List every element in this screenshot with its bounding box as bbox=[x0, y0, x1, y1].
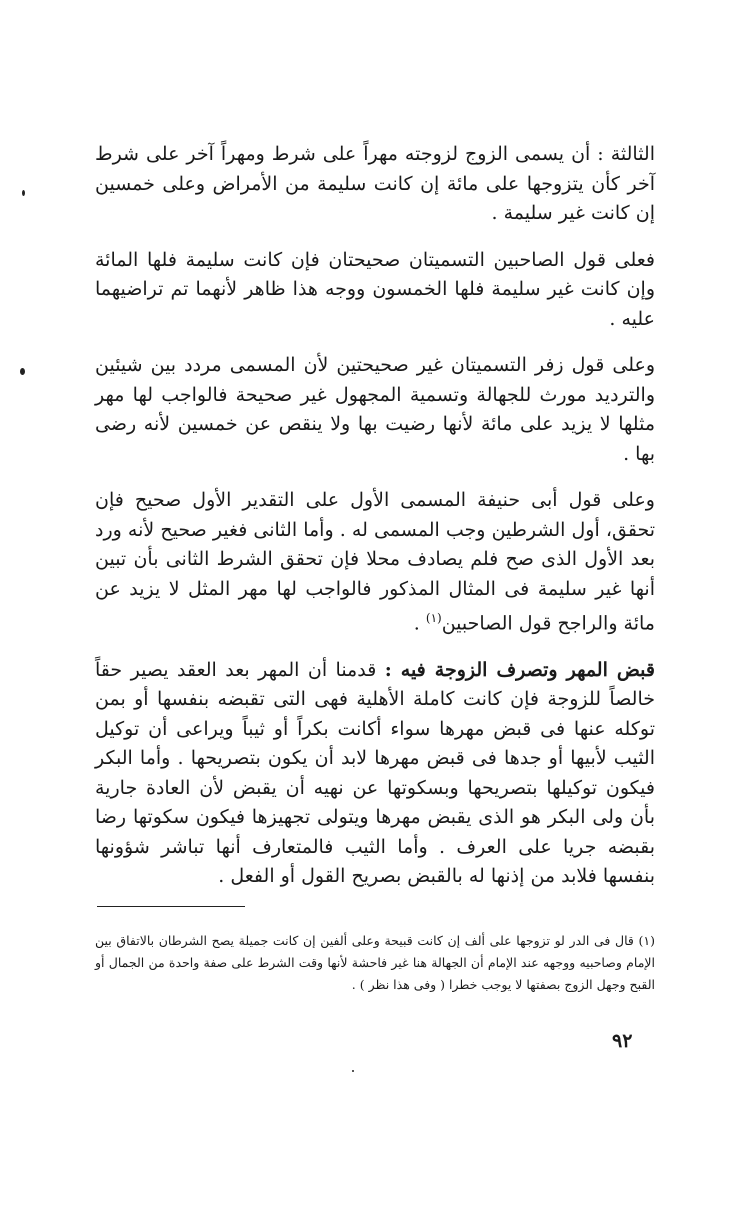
margin-speck bbox=[22, 190, 25, 196]
paragraph-sahibayn-view: فعلى قول الصاحبين التسميتان صحيحتان فإن كانت سليمة فلها المائة وإن كانت غير سليمة فلها الخمسون ووجه هذا ظاهر لأنهما تم تراضيهما عليه . bbox=[95, 248, 655, 330]
page-body bbox=[95, 140, 655, 892]
paragraph-abu-hanifa-end: . bbox=[413, 612, 426, 635]
footnote-divider bbox=[97, 906, 245, 907]
paragraph-case-three: الثالثة : أن يسمى الزوج لزوجته مهراً على شرط ومهراً آخر على شرط آخر كأن يتزوجها على مائة إن كانت سليمة من الأمراض وعلى خمسين إن كانت غير سليمة . bbox=[95, 143, 655, 224]
paragraph-zufar-view: وعلى قول زفر التسميتان غير صحيحتين لأن المسمى مردد بين شيئين والترديد مورث للجهالة وتسمية المجهول غير صحيحة فالواجب لها مهر مثلها لا يزيد على مائة لأنها رضيت بها ولا ينقص عن خمسين لأنه رضى بها . bbox=[95, 354, 655, 465]
margin-speck bbox=[352, 1070, 354, 1072]
section-body: قدمنا أن المهر بعد العقد يصير حقاً خالصاً للزوجة فإن كانت كاملة الأهلية فهى التى تقبضه بنفسها أو بمن توكله عنها فى قبض مهرها سواء أكانت بكراً أو ثيباً ويراعى أن توكيل الثيب لأبيها أو جدها فى قبض مهرها لابد أن يكون بتصريحها . وأما البكر فيكون توكيلها بتصريحها وبسكوتها عن نهيه أن يقبض لأن العادة جارية بأن ولى البكر هو الذى يقبض مهرها ويتولى تجهيزها فيكون سكوتها رضا بقبضه جريا على العرف . وأما الثيب فالمتعارف أنها تباشر شؤونها بنفسها فلابد من إذنها له بالقبض بصريح القول أو الفعل . bbox=[95, 658, 655, 888]
page-number: ٩٢ bbox=[612, 1030, 633, 1052]
margin-speck bbox=[20, 368, 25, 375]
paragraph-abu-hanifa-text: وعلى قول أبى حنيفة المسمى الأول على التقدير الأول صحيح فإن تحقق، أول الشرطين وجب المسمى له . وأما الثانى فغير صحيح لأنه ورد بعد الأول الذى صح فلم يصادف محلا فإن تحقق الشرط الثانى بأن تبين أنها غير سليمة فى المثال المذكور فالواجب لها مهر المثل لا يزيد عن مائة والراجح قول الصاحبين bbox=[95, 489, 655, 635]
section-heading: قبض المهر وتصرف الزوجة فيه : bbox=[384, 658, 655, 681]
footnote: (١) قال فى الدر لو تزوجها على ألف إن كانت قبيحة وعلى ألفين إن كانت جميلة يصح الشرطان بالاتفاق بين الإمام وصاحبيه ووجهه عند الإمام أن الجهالة هنا غير فاحشة لأنها وقت الشرط على صفة واحدة من الجمال أو القبح وجهل الزوج بصفتها لا يوجب خطرا ( وفى هذا نظر ) . bbox=[95, 933, 655, 992]
paragraph-abu-hanifa-view bbox=[95, 486, 655, 639]
section-dowry-receipt bbox=[95, 656, 655, 892]
footnote-reference: (١) bbox=[425, 611, 442, 625]
